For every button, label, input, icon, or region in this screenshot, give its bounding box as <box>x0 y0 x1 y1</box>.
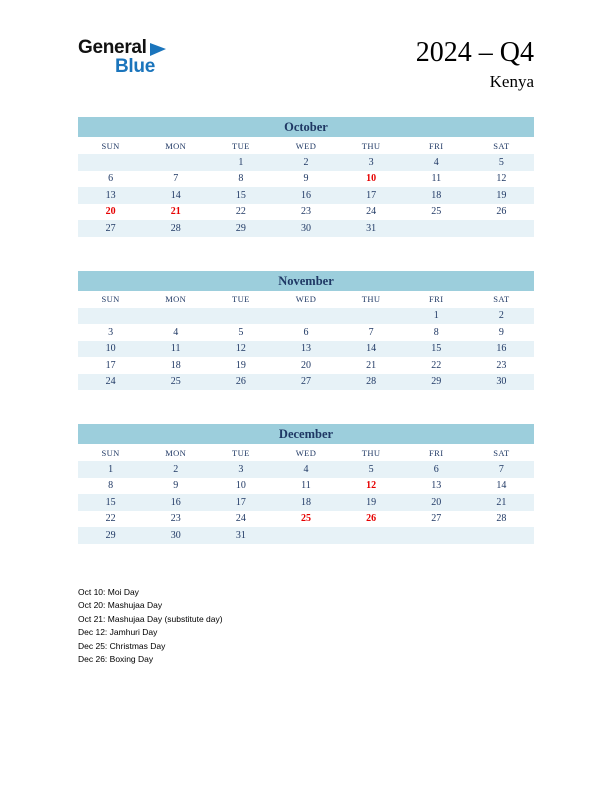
calendar-month-october <box>78 117 534 237</box>
day-cell: 10 <box>235 480 246 492</box>
weekday-header: SUN <box>101 294 120 304</box>
empty-day-cell <box>339 308 404 325</box>
month-title: December <box>78 424 534 444</box>
day-cell: 21 <box>496 496 507 508</box>
day-cell: 26 <box>366 513 377 525</box>
week-row <box>78 494 534 511</box>
logo-text-blue: Blue <box>115 56 155 77</box>
empty-day-cell <box>208 308 273 325</box>
month-title: November <box>78 271 534 291</box>
day-cell: 29 <box>431 376 442 388</box>
day-cell: 16 <box>300 189 311 201</box>
day-cell: 23 <box>300 206 311 218</box>
calendar-month-december <box>78 424 534 544</box>
footnote-line: Oct 21: Mashujaa Day (substitute day) <box>78 613 223 624</box>
week-row <box>78 324 534 341</box>
weekday-header-row <box>78 444 534 461</box>
weekday-header: FRI <box>429 447 444 458</box>
week-row <box>78 511 534 528</box>
day-cell: 3 <box>368 156 374 168</box>
footnote-line: Dec 25: Christmas Day <box>78 640 166 651</box>
day-cell: 2 <box>498 310 504 322</box>
day-cell: 8 <box>433 326 439 338</box>
weekday-header: SAT <box>493 140 510 151</box>
day-cell: 8 <box>238 173 244 185</box>
footnote-line: Dec 12: Jamhuri Day <box>78 627 158 637</box>
day-cell: 15 <box>235 189 246 201</box>
day-cell: 13 <box>105 189 116 201</box>
day-cell: 19 <box>496 189 507 201</box>
day-cell: 27 <box>300 376 311 388</box>
day-cell: 17 <box>235 496 246 508</box>
day-cell: 19 <box>366 496 377 508</box>
day-cell: 3 <box>108 326 114 338</box>
day-cell: 7 <box>498 463 504 475</box>
day-cell: 21 <box>170 206 181 218</box>
day-cell: 30 <box>170 529 181 541</box>
empty-day-cell <box>273 308 338 325</box>
weekday-header: FRI <box>429 294 444 304</box>
week-row <box>78 171 534 188</box>
day-cell: 14 <box>496 480 507 492</box>
day-cell: 1 <box>433 310 439 322</box>
day-cell: 1 <box>238 156 244 168</box>
week-row <box>78 220 534 237</box>
month-table-december <box>78 444 534 544</box>
page-title: 2024 – Q4 <box>415 37 534 68</box>
empty-day-cell <box>469 527 534 544</box>
week-row <box>78 357 534 374</box>
day-cell: 10 <box>366 173 377 185</box>
empty-day-cell <box>143 308 208 325</box>
weekday-header: THU <box>361 140 381 151</box>
day-cell: 18 <box>300 496 311 508</box>
weekday-header: WED <box>295 140 317 151</box>
day-cell: 5 <box>498 156 504 168</box>
weekday-header: THU <box>361 294 381 304</box>
day-cell: 16 <box>496 343 507 355</box>
day-cell: 13 <box>300 343 311 355</box>
day-cell: 17 <box>366 189 377 201</box>
day-cell: 12 <box>235 343 246 355</box>
day-cell: 24 <box>235 513 246 525</box>
day-cell: 19 <box>235 359 246 371</box>
empty-day-cell <box>469 220 534 237</box>
day-cell: 25 <box>170 376 181 388</box>
day-cell: 17 <box>105 359 116 371</box>
day-cell: 12 <box>366 480 377 492</box>
footnote-line: Dec 26: Boxing Day <box>78 654 154 664</box>
day-cell: 14 <box>170 189 181 201</box>
day-cell: 31 <box>235 529 246 541</box>
page-subtitle: Kenya <box>489 72 534 91</box>
weekday-header: TUE <box>231 447 250 458</box>
day-cell: 20 <box>431 496 442 508</box>
weekday-header: SAT <box>493 294 510 304</box>
day-cell: 24 <box>366 206 377 218</box>
day-cell: 9 <box>498 326 504 338</box>
day-cell: 18 <box>431 189 442 201</box>
empty-day-cell <box>78 154 143 171</box>
day-cell: 22 <box>105 513 116 525</box>
weekday-header: MON <box>165 294 187 304</box>
day-cell: 10 <box>105 343 116 355</box>
day-cell: 9 <box>303 173 309 185</box>
weekday-header-row <box>78 137 534 154</box>
week-row <box>78 341 534 358</box>
day-cell: 25 <box>300 513 311 525</box>
day-cell: 11 <box>170 343 181 355</box>
day-cell: 6 <box>108 173 114 185</box>
day-cell: 28 <box>170 222 181 234</box>
day-cell: 25 <box>431 206 442 218</box>
day-cell: 26 <box>496 206 507 218</box>
day-cell: 27 <box>431 513 442 525</box>
day-cell: 28 <box>366 376 377 388</box>
week-row <box>78 478 534 495</box>
day-cell: 20 <box>300 359 311 371</box>
day-cell: 15 <box>431 343 442 355</box>
day-cell: 20 <box>105 206 116 218</box>
day-cell: 4 <box>303 463 309 475</box>
general-blue-logo <box>78 38 166 76</box>
day-cell: 21 <box>366 359 377 371</box>
title-block <box>416 38 534 93</box>
weekday-header: MON <box>165 447 187 458</box>
day-cell: 24 <box>105 376 116 388</box>
logo-triangle-icon <box>150 43 166 56</box>
day-cell: 18 <box>170 359 181 371</box>
weekday-header: SUN <box>101 140 120 151</box>
day-cell: 1 <box>108 463 114 475</box>
weekday-header: SUN <box>101 447 120 458</box>
footnote-line: Oct 10: Moi Day <box>78 586 139 597</box>
day-cell: 5 <box>368 463 374 475</box>
day-cell: 6 <box>433 463 439 475</box>
day-cell: 28 <box>496 513 507 525</box>
week-row <box>78 204 534 221</box>
day-cell: 6 <box>303 326 309 338</box>
day-cell: 14 <box>366 343 377 355</box>
week-row <box>78 154 534 171</box>
day-cell: 30 <box>300 222 311 234</box>
day-cell: 12 <box>496 173 507 185</box>
month-title: October <box>78 117 534 137</box>
day-cell: 4 <box>173 326 179 338</box>
weekday-header: TUE <box>231 140 250 151</box>
day-cell: 23 <box>496 359 507 371</box>
day-cell: 29 <box>105 529 116 541</box>
weekday-header: MON <box>165 140 187 151</box>
weekday-header: FRI <box>429 140 444 151</box>
day-cell: 5 <box>238 326 244 338</box>
weekday-header: THU <box>361 447 381 458</box>
page-header <box>78 38 534 93</box>
weekday-header: WED <box>295 294 317 304</box>
empty-day-cell <box>404 220 469 237</box>
empty-day-cell <box>273 527 338 544</box>
day-cell: 29 <box>235 222 246 234</box>
day-cell: 26 <box>235 376 246 388</box>
day-cell: 11 <box>301 480 311 492</box>
day-cell: 22 <box>431 359 442 371</box>
day-cell: 2 <box>303 156 309 168</box>
day-cell: 13 <box>431 480 442 492</box>
day-cell: 30 <box>496 376 507 388</box>
empty-day-cell <box>78 308 143 325</box>
day-cell: 3 <box>238 463 244 475</box>
week-row <box>78 187 534 204</box>
logo-text-general: General <box>78 37 147 58</box>
weekday-header-row <box>78 291 534 308</box>
month-table-october <box>78 137 534 237</box>
day-cell: 22 <box>235 206 246 218</box>
empty-day-cell <box>339 527 404 544</box>
day-cell: 31 <box>366 222 377 234</box>
week-row <box>78 374 534 391</box>
footnote-line: Oct 20: Mashujaa Day <box>78 600 163 610</box>
calendar-month-november <box>78 271 534 391</box>
day-cell: 7 <box>368 326 374 338</box>
day-cell: 9 <box>173 480 179 492</box>
day-cell: 23 <box>170 513 181 525</box>
empty-day-cell <box>404 527 469 544</box>
day-cell: 11 <box>431 173 442 185</box>
day-cell: 16 <box>170 496 181 508</box>
day-cell: 15 <box>105 496 116 508</box>
week-row <box>78 308 534 325</box>
day-cell: 8 <box>108 480 114 492</box>
weekday-header: WED <box>295 447 317 458</box>
holiday-footnotes <box>78 586 534 667</box>
day-cell: 7 <box>173 173 179 185</box>
week-row <box>78 461 534 478</box>
weekday-header: SAT <box>493 447 510 458</box>
month-table-november <box>78 291 534 391</box>
empty-day-cell <box>143 154 208 171</box>
day-cell: 4 <box>433 156 439 168</box>
day-cell: 27 <box>105 222 116 234</box>
week-row <box>78 527 534 544</box>
weekday-header: TUE <box>231 294 250 304</box>
day-cell: 2 <box>173 463 179 475</box>
